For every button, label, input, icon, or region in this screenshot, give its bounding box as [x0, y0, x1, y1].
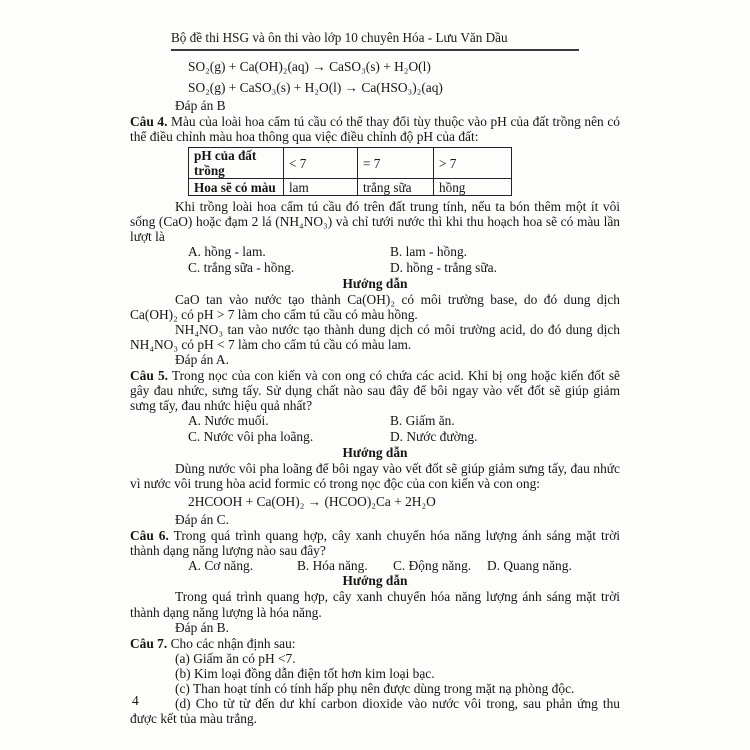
table-cell: < 7 — [284, 148, 358, 179]
table-cell: pH của đất trồng — [189, 148, 284, 179]
question-7-label: Câu 7. — [130, 635, 168, 651]
question-6-stem — [130, 528, 620, 558]
question-4-options-row-1 — [188, 244, 620, 260]
solution-heading: Hướng dẫn — [342, 573, 408, 589]
solution-heading: Hướng dẫn — [342, 444, 408, 460]
page-content — [130, 56, 620, 726]
table-cell: = 7 — [358, 148, 434, 179]
option-c: C. trắng sữa - hồng. — [188, 260, 295, 276]
question-4-options-row-2 — [188, 260, 620, 276]
table-cell: > 7 — [434, 148, 512, 179]
option-d: D. Nước đường. — [390, 428, 478, 444]
option-b: B. lam - hồng. — [390, 244, 467, 260]
question-4-followup: Khi trồng loài hoa cẩm tú cầu đó trên đất trung tính, nếu ta bón thêm một ít vôi sống (CaO) hoặc đạm 2 lá (NH₄NO₃) và chỉ tưới nước thì khi thu hoạch hoa sẽ có màu lần lượt là — [130, 199, 620, 245]
option-b: B. Hóa năng. — [297, 557, 368, 573]
table-row — [189, 148, 512, 179]
answer-line: Đáp án B. — [175, 619, 229, 635]
question-7-stem — [130, 636, 620, 651]
option-d: D. Quang năng. — [487, 557, 572, 573]
statement-b: (b) Kim loại đồng dẫn điện tốt hơn kim loại bạc. — [175, 665, 435, 681]
question-5-stem — [130, 368, 620, 413]
statement-d: (d) Cho từ từ đến dư khí carbon dioxide vào nước vôi trong, sau phản ứng thu được kết tủa màu trắng. — [130, 696, 620, 727]
running-header-title: Bộ đề thi HSG và ôn thi vào lớp 10 chuyên Hóa - Lưu Văn Dầu — [171, 30, 508, 45]
question-5-solution: Dùng nước vôi pha loãng để bôi ngay vào vết đốt sẽ giúp giảm sưng tấy, đau nhức vì nước vôi trung hòa acid formic có trong nọc độc của con kiến và con ong: — [130, 460, 620, 491]
answer-line: Đáp án C. — [175, 511, 229, 527]
table-cell: hồng — [434, 179, 512, 196]
solution-heading: Hướng dẫn — [342, 275, 408, 291]
running-header — [171, 30, 579, 51]
equation: SO₂(g) + CaSO₃(s) + H₂O(l) → Ca(HSO₃)₂(aq) — [188, 80, 443, 95]
option-b: B. Giấm ăn. — [390, 413, 455, 429]
question-6-solution: Trong quá trình quang hợp, cây xanh chuyển hóa năng lượng ánh sáng mặt trời thành dạng năng lượng là hóa năng. — [130, 589, 620, 620]
statement-a: (a) Giấm ăn có pH <7. — [175, 650, 296, 666]
ph-color-table — [188, 147, 512, 196]
option-c: C. Nước vôi pha loãng. — [188, 428, 314, 444]
question-5-text: Trong nọc của con kiến và con ong có chứa các acid. Khi bị ong hoặc kiến đốt sẽ gây đau nhức, sưng tấy. Sử dụng chất nào sau đây để bôi ngay vào vết đốt sẽ giúp giảm sưng tấy, đau nhức hiệu quả nhất? — [130, 368, 620, 414]
option-d: D. hồng - trắng sữa. — [390, 260, 497, 276]
equation: 2HCOOH + Ca(OH)₂ → (HCOO)₂Ca + 2H₂O — [188, 493, 436, 509]
question-7-text: Cho các nhận định sau: — [170, 635, 296, 651]
table-cell: Hoa sẽ có màu — [189, 179, 284, 196]
page-number: 4 — [132, 693, 139, 708]
question-4-text: Màu của loài hoa cẩm tú cầu có thể thay đổi tùy thuộc vào pH của đất trồng nên có thể điều chỉnh màu hoa thông qua việc điều chỉnh độ pH của đất: — [130, 114, 620, 145]
equation: SO₂(g) + Ca(OH)₂(aq) → CaSO₃(s) + H₂O(l) — [188, 59, 431, 74]
option-a: A. Cơ năng. — [188, 557, 254, 573]
question-5-options-row-2 — [188, 429, 620, 445]
answer-line: Đáp án A. — [175, 352, 229, 368]
question-5-options-row-1 — [188, 413, 620, 429]
question-5-label: Câu 5. — [130, 368, 168, 384]
option-a: A. Nước muối. — [188, 413, 269, 429]
option-a: A. hồng - lam. — [188, 244, 266, 260]
question-4-stem — [130, 114, 620, 144]
question-4-label: Câu 4. — [130, 114, 168, 129]
question-4-solution-1: CaO tan vào nước tạo thành Ca(OH)₂ có môi trường base, do đó dung dịch Ca(OH)₂ có pH > 7 làm cho cẩm tú cầu có màu hồng. — [130, 291, 620, 322]
table-cell: lam — [284, 179, 358, 196]
question-6-text: Trong quá trình quang hợp, cây xanh chuyển hóa năng lượng ánh sáng mặt trời thành dạng năng lượng nào sau đây? — [130, 527, 620, 558]
table-row — [189, 179, 512, 196]
question-6-label: Câu 6. — [130, 527, 169, 543]
question-6-options-row — [188, 558, 620, 574]
question-4-solution-2: NH₄NO₃ tan vào nước tạo thành dung dịch có môi trường acid, do đó dung dịch NH₄NO₃ có pH < 7 làm cho cẩm tú cầu có màu lam. — [130, 321, 620, 352]
table-cell: trắng sữa — [358, 179, 434, 196]
statement-c: (c) Than hoạt tính có tính hấp phụ nên được dùng trong mặt nạ phòng độc. — [175, 680, 575, 696]
answer-line: Đáp án B — [175, 98, 226, 113]
option-c: C. Động năng. — [393, 557, 472, 573]
